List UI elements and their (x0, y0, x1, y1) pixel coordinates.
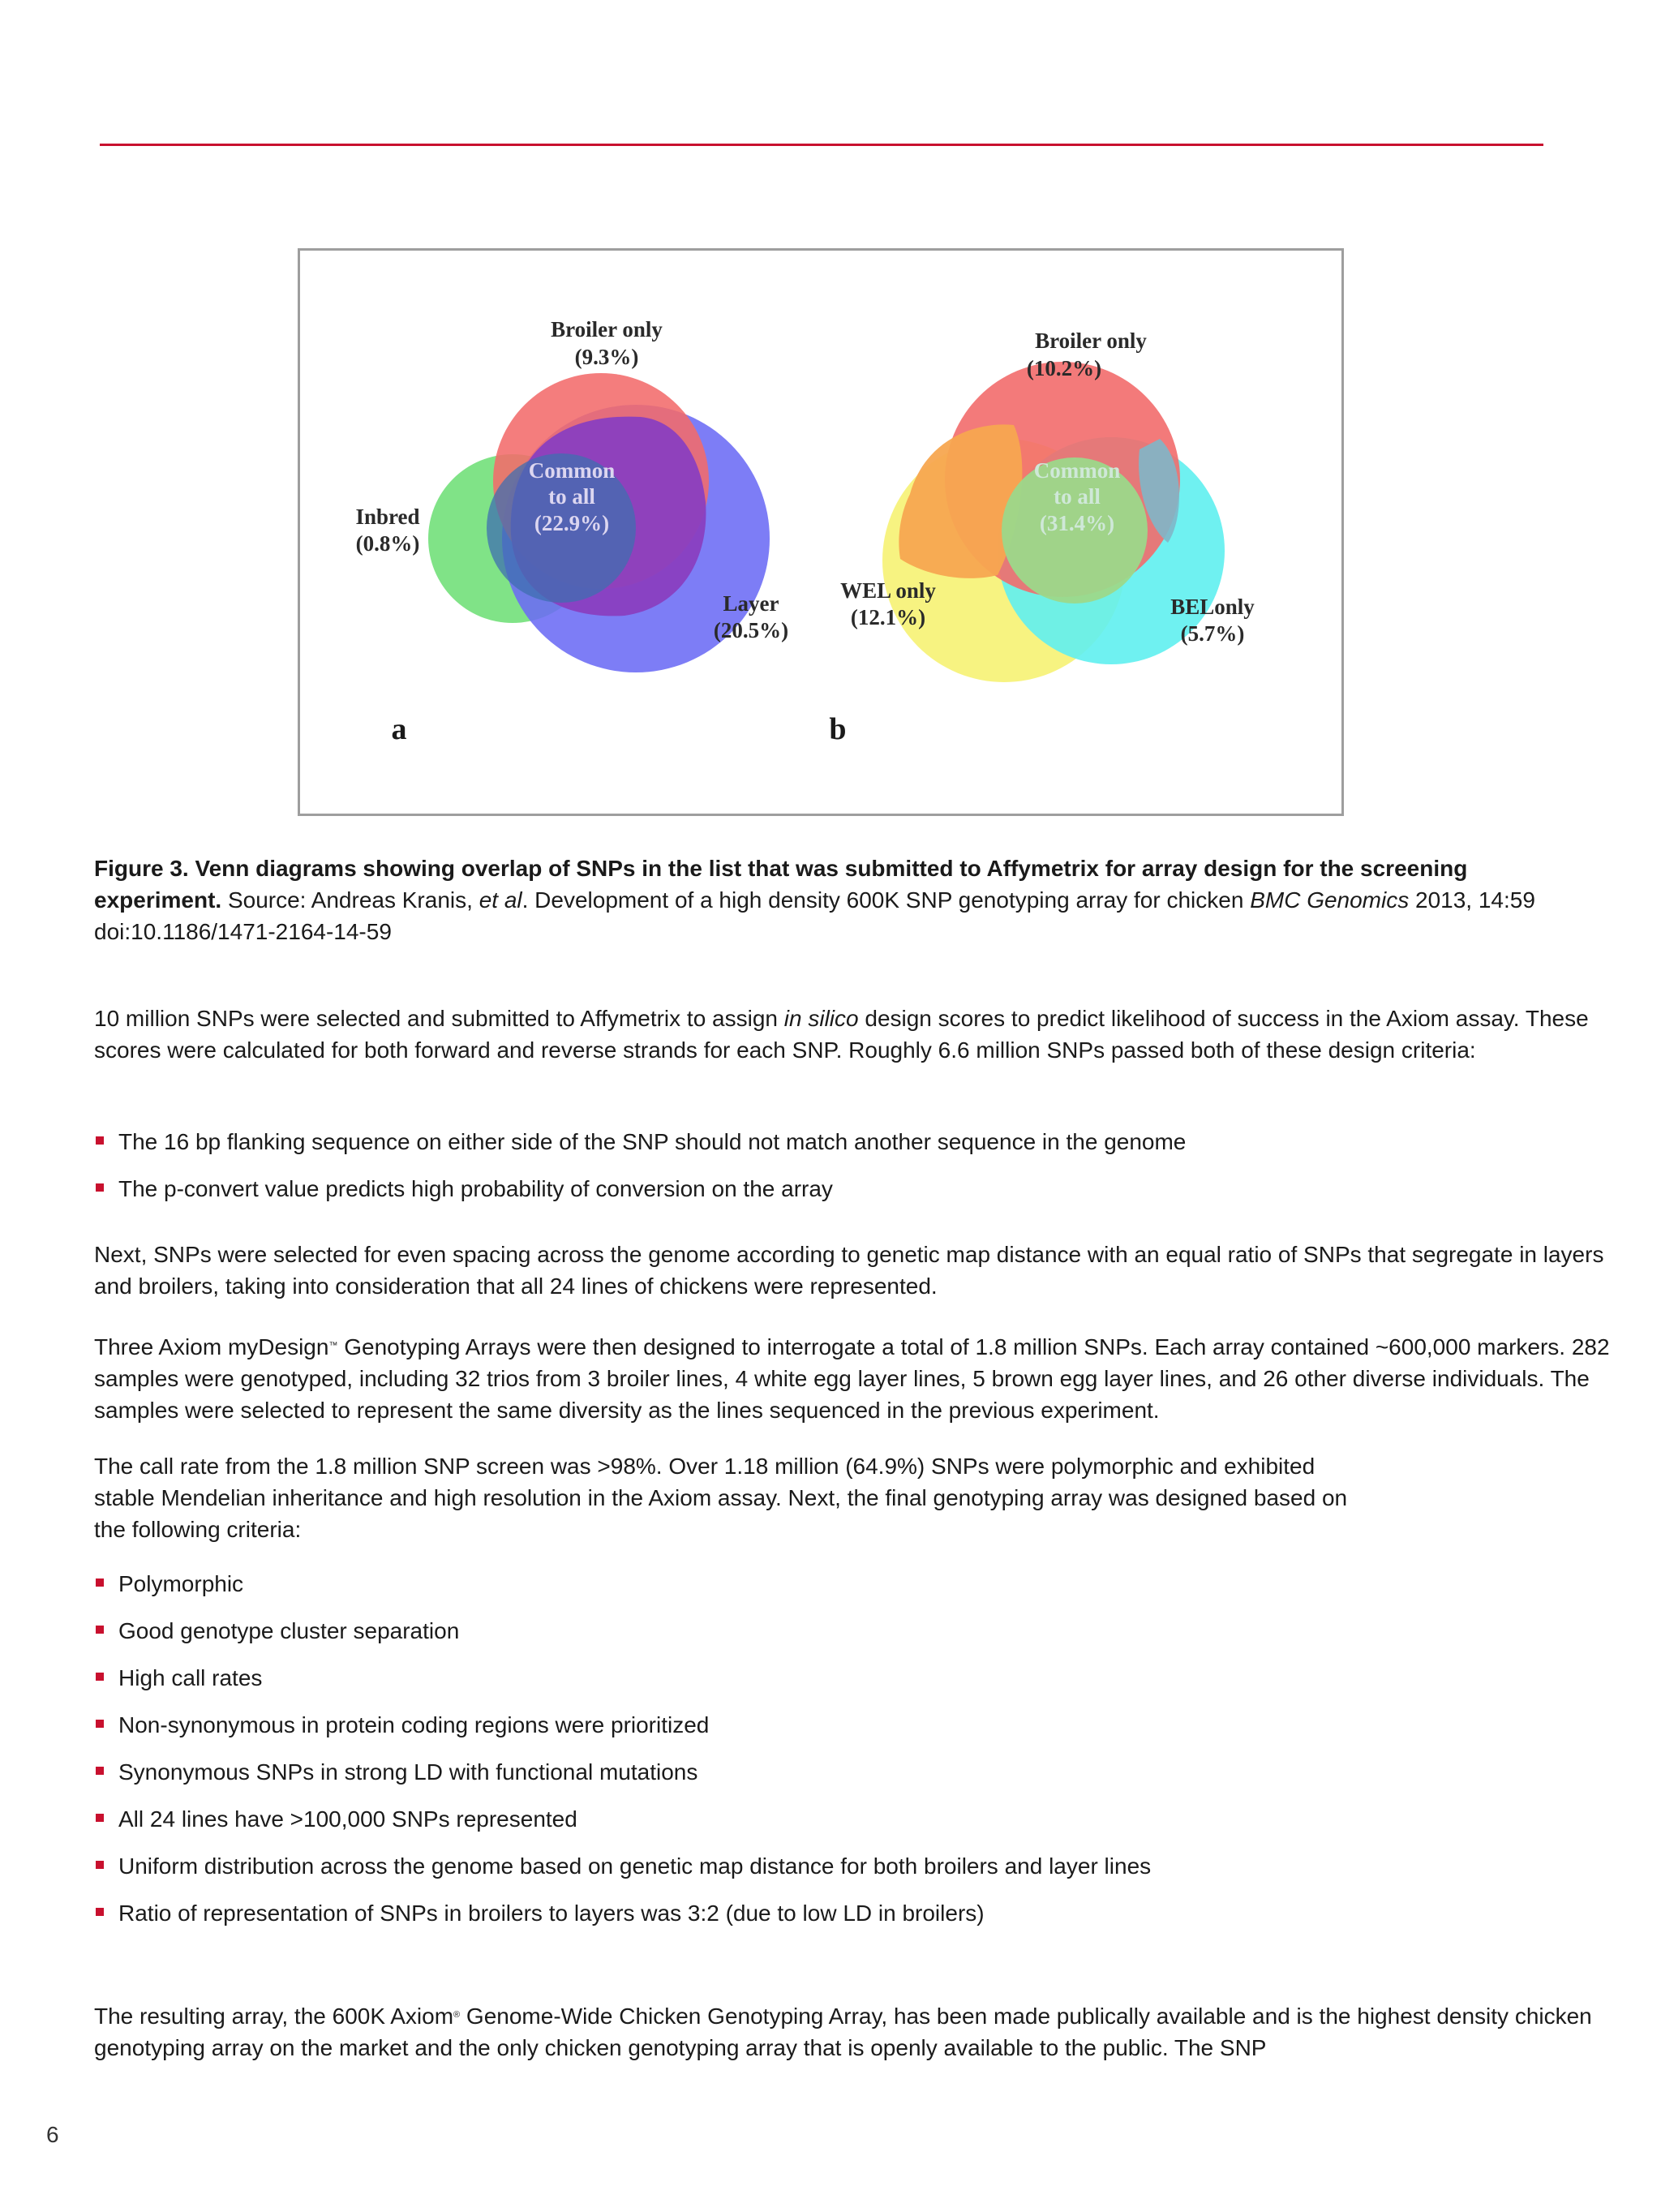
venn-b-broiler-name: Broiler only (1035, 329, 1147, 353)
caption-source-post: 2013, 14:59 doi:10.1186/1471-2164-14-59 (94, 887, 1535, 944)
bullet-square (96, 1814, 104, 1822)
in-silico-italic: in silico (783, 1006, 859, 1031)
paragraph-resulting-array: The resulting array, the 600K Axiom® Genome-Wide Chicken Genotyping Array, has been made publically available and is the highest density chicken genotyping array on the market and the only chicken genotyping array that is openly available to the public. The SNP (94, 2004, 1592, 2060)
page-number: 6 (46, 2122, 59, 2147)
list-item: Synonymous SNPs in strong LD with functional mutations (94, 1756, 1151, 1803)
list-item: High call rates (94, 1662, 1151, 1709)
figure-caption (94, 853, 1578, 947)
bullet-square (96, 1720, 104, 1728)
venn-b-wel-name: WEL only (840, 578, 936, 603)
bullet-square (96, 1673, 104, 1681)
paragraph-spacing: Next, SNPs were selected for even spacing across the genome according to genetic map distance with an equal ratio of SNPs that segregate in layers and broilers, taking into consideration that all 24 lines of chickens were represented. (94, 1242, 1604, 1299)
venn-diagrams-svg (300, 251, 1341, 814)
venn-a-inbred-name: Inbred (355, 505, 420, 529)
panel-a-letter: a (391, 712, 407, 746)
venn-a-layer-name: Layer (723, 591, 779, 616)
bullet-square (96, 1861, 104, 1869)
caption-source-mid: . Development of a high density 600K SNP genotyping array for chicken (521, 887, 1251, 913)
venn-panel-a (355, 317, 788, 746)
venn-a-common-line2: to all (548, 484, 595, 509)
design-criteria-list (94, 1126, 1186, 1220)
paragraph-call-rate: The call rate from the 1.8 million SNP screen was >98%. Over 1.18 million (64.9%) SNPs were polymorphic and exhibited stable Mendelian inheritance and high resolution in the Axiom assay. Next, the final genotyping array was designed based on the following criteria: (94, 1454, 1348, 1542)
paragraph-design-scores: 10 million SNPs were selected and submitted to Affymetrix to assign in silico design scores to predict likelihood of success in the Axiom assay. These scores were calculated for both forward and reverse strands for each SNP. Roughly 6.6 million SNPs passed both of these design criteria: (94, 1006, 1589, 1063)
caption-journal: BMC Genomics (1250, 887, 1410, 913)
list-item: Uniform distribution across the genome based on genetic map distance for both broilers and layer lines (94, 1850, 1151, 1897)
bullet-square (96, 1136, 104, 1145)
panel-b-letter: b (829, 712, 847, 746)
bullet-square (96, 1183, 104, 1192)
list-item: Non-synonymous in protein coding regions were prioritized (94, 1709, 1151, 1756)
list-item: Good genotype cluster separation (94, 1615, 1151, 1662)
venn-b-broiler-pct: (10.2%) (1026, 356, 1102, 380)
paragraph-mydesign-arrays: Three Axiom myDesign™ Genotyping Arrays were then designed to interrogate a total of 1.8 million SNPs. Each array contained ~600,000 markers. 282 samples were genotyped, including 32 trios from 3 broiler lines, 4 white egg layer lines, 5 brown egg layer lines, and 26 other diverse individuals. The samples were selected to represent the same diversity as the lines sequenced in the previous experiment. (94, 1334, 1610, 1423)
venn-b-bel-pct: (5.7%) (1180, 621, 1245, 646)
list-item: Ratio of representation of SNPs in broilers to layers was 3:2 (due to low LD in broilers) (94, 1897, 1151, 1944)
venn-a-broiler-pct: (9.3%) (574, 345, 639, 369)
list-item: The p-convert value predicts high probability of conversion on the array (94, 1173, 1186, 1220)
venn-figure (298, 248, 1344, 816)
venn-a-common-line1: Common (528, 458, 616, 483)
venn-a-broiler-name: Broiler only (551, 317, 663, 341)
final-criteria-list (94, 1568, 1151, 1944)
bullet-square (96, 1908, 104, 1916)
caption-source-pre: Source: Andreas Kranis, (221, 887, 479, 913)
bullet-square (96, 1626, 104, 1634)
venn-panel-b (829, 329, 1255, 746)
venn-a-common-pct: (22.9%) (534, 511, 610, 535)
venn-a-inbred-pct: (0.8%) (355, 531, 420, 556)
venn-b-common-line1: Common (1033, 458, 1121, 483)
venn-a-layer-pct: (20.5%) (713, 618, 789, 642)
bullet-square (96, 1578, 104, 1587)
venn-b-common-pct: (31.4%) (1039, 511, 1115, 535)
list-item: The 16 bp flanking sequence on either side of the SNP should not match another sequence in the genome (94, 1126, 1186, 1173)
bullet-square (96, 1767, 104, 1775)
list-item: All 24 lines have >100,000 SNPs represented (94, 1803, 1151, 1850)
venn-b-common-line2: to all (1054, 484, 1101, 509)
header-rule (100, 144, 1543, 146)
venn-b-broiler-wel-overlap (899, 424, 1022, 578)
venn-b-bel-name: BELonly (1170, 595, 1255, 619)
caption-title: Figure 3. Venn diagrams showing overlap of SNPs in the list that was submitted to Affymetrix for array design for the screening experiment. (94, 856, 1468, 913)
venn-b-wel-pct: (12.1%) (850, 605, 926, 629)
caption-et-al: et al (479, 887, 522, 913)
list-item: Polymorphic (94, 1568, 1151, 1615)
